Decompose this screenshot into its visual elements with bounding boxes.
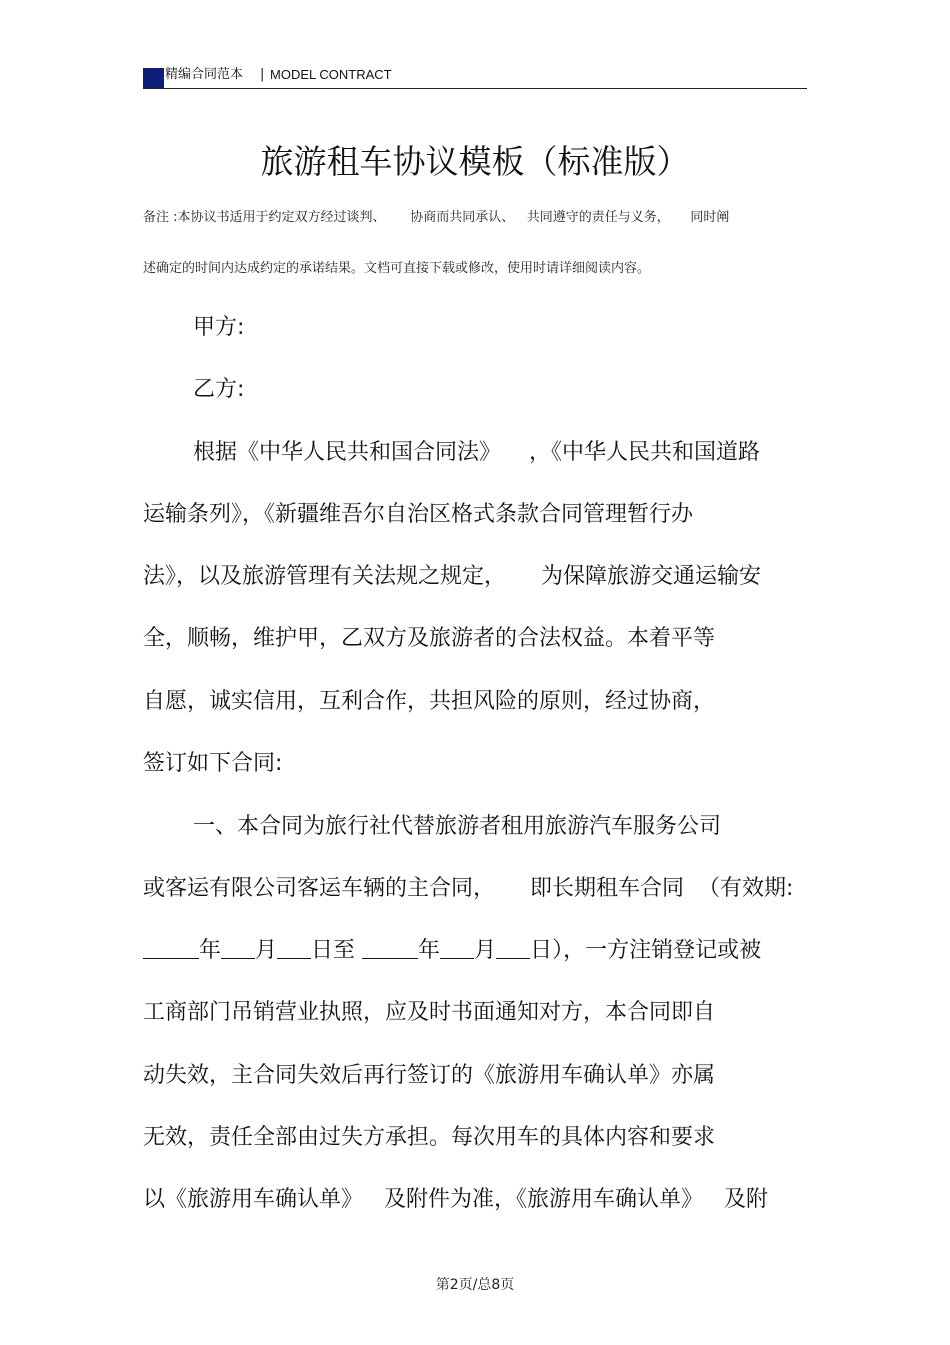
blank-year-end [362, 938, 418, 959]
party-a-label: 甲方: [193, 315, 245, 340]
paragraph-line: 签订如下合同: [143, 751, 283, 776]
validity-date-line [143, 936, 761, 966]
paragraph-line: 运输条列》，《新疆维吾尔自治区格式条款合同管理暂行办 [143, 502, 694, 527]
date-unit: 月 [255, 938, 278, 963]
date-unit: 月 [474, 938, 497, 963]
paragraph-line: 法》，以及旅游管理有关法规之规定， 为保障旅游交通运输安 [143, 564, 761, 589]
date-unit: 年 [418, 938, 441, 963]
document-header [143, 64, 807, 90]
header-divider [143, 88, 807, 89]
header-brand: 精编合同范本 [165, 67, 244, 82]
clause-line: 一、本合同为旅行社代替旅游者租用旅游汽车服务公司 [193, 814, 722, 839]
date-unit: 年 [199, 938, 222, 963]
paragraph-line: 根据《中华人民共和国合同法》 ，《中华人民共和国道路 [193, 440, 760, 465]
clause-line: 以《旅游用车确认单》 及附件为准，《旅游用车确认单》 及附 [143, 1187, 768, 1212]
clause-line: 动失效，主合同失效后再行签订的《旅游用车确认单》亦属 [143, 1063, 716, 1088]
header-tag: MODEL CONTRACT [270, 67, 392, 82]
note-line-1: 备注 :本协议书适用于约定双方经过谈判、 协商而共同承认、 共同遵守的责任与义务， 同时阐 [143, 210, 730, 225]
clause-line: 或客运有限公司客运车辆的主合同， 即长期租车合同 （有效期: [143, 876, 794, 901]
page-number: 第2页/总8页 [435, 1277, 515, 1293]
header-separator: | [260, 67, 265, 82]
blank-month-start [221, 938, 255, 959]
paragraph-line: 全，顺畅，维护甲，乙双方及旅游者的合法权益。本着平等 [143, 626, 716, 651]
brand-logo-icon [143, 68, 164, 88]
party-b-label: 乙方: [193, 377, 245, 402]
note-line-2: 述确定的时间内达成约定的承诺结果。文档可直接下载或修改，使用时请详细阅读内容。 [143, 261, 651, 276]
date-unit: 日至 [311, 938, 356, 963]
date-tail: 日），一方注销登记或被 [530, 938, 762, 963]
blank-year-start [143, 938, 199, 959]
blank-day-end [496, 938, 530, 959]
blank-day-start [277, 938, 311, 959]
document-title: 旅游租车协议模板（标准版） [260, 142, 690, 181]
blank-month-end [440, 938, 474, 959]
clause-line: 无效，责任全部由过失方承担。每次用车的具体内容和要求 [143, 1125, 716, 1150]
paragraph-line: 自愿，诚实信用，互利合作，共担风险的原则，经过协商， [143, 689, 716, 714]
clause-line: 工商部门吊销营业执照，应及时书面通知对方，本合同即自 [143, 1000, 716, 1025]
